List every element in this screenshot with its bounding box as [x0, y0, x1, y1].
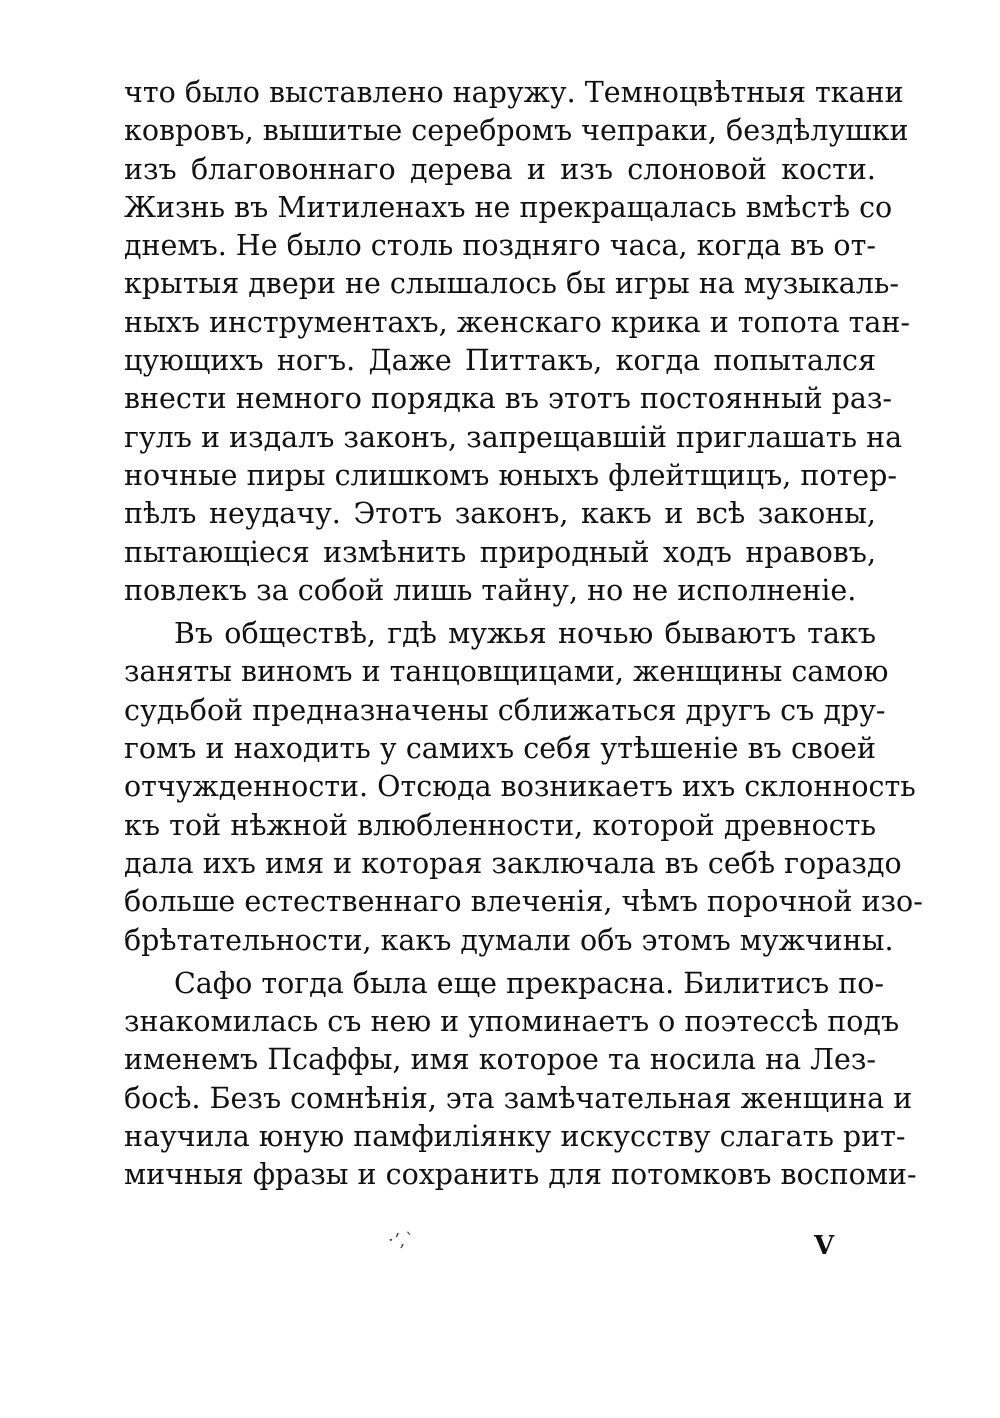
- text-line: босѣ. Безъ сомнѣнія, эта замѣчательная женщина и: [124, 1081, 913, 1115]
- text-line: ныхъ инструментахъ, женскаго крика и топота тан-: [124, 305, 911, 339]
- text-line: ночные пиры слишкомъ юныхъ флейтщицъ, потер-: [124, 458, 897, 492]
- text-line: къ той нѣжной влюбленности, которой древность: [124, 808, 876, 842]
- text-line: изъ благовоннаго дерева и изъ слоновой кости.: [124, 152, 876, 186]
- text-line: крытыя двери не слышалось бы игры на музыкаль-: [124, 267, 900, 301]
- text-line: дала ихъ имя и которая заключала въ себѣ гораздо: [124, 846, 902, 880]
- paragraph-3: [124, 965, 917, 1195]
- text-line: научила юную памфиліянку искусству слагать рит-: [124, 1120, 906, 1154]
- body-text: [124, 74, 923, 1195]
- text-line: знакомилась съ нею и упоминаетъ о поэтессѣ подъ: [124, 1005, 900, 1039]
- text-line: Жизнь въ Митиленахъ не прекращалась вмѣстѣ со: [124, 190, 893, 224]
- text-line: Сафо тогда была еще прекрасна. Билитисъ по-: [174, 966, 885, 1000]
- text-line: заняты виномъ и танцовщицами, женщины самою: [124, 655, 889, 689]
- signature-mark: V: [814, 1231, 835, 1261]
- paragraph-2: [124, 615, 923, 960]
- text-line: внести немного порядка въ этотъ постоянный раз-: [124, 382, 893, 416]
- footer-ornament: ·ʼ,ˋ: [388, 1230, 415, 1251]
- text-line: цующихъ ногъ. Даже Питтакъ, когда попытался: [124, 344, 876, 378]
- text-line: судьбой предназначены сближаться другъ съ дру-: [124, 693, 886, 727]
- text-line: что было выставлено наружу. Темноцвѣтныя ткани: [124, 76, 904, 109]
- text-line: гулъ и издалъ законъ, запрещавшій приглашать на: [124, 420, 903, 454]
- text-line: повлекъ за собой лишь тайну, но не исполненіе.: [124, 573, 857, 607]
- text-line: брѣтательности, какъ думали объ этомъ мужчины.: [124, 923, 894, 957]
- text-line: Въ обществѣ, гдѣ мужья ночью бываютъ такъ: [174, 617, 876, 651]
- text-line: мичныя фразы и сохранить для потомковъ воспоми-: [124, 1158, 917, 1192]
- text-line: гомъ и находить у самихъ себя утѣшеніе въ своей: [124, 732, 876, 766]
- text-line: больше естественнаго влеченія, чѣмъ порочной изо-: [124, 885, 923, 919]
- text-line: отчужденности. Отсюда возникаетъ ихъ склонность: [124, 770, 916, 804]
- text-line: именемъ Псаффы, имя которое та носила на Лез-: [124, 1043, 876, 1077]
- paragraph-1: [124, 74, 911, 610]
- text-line: пѣлъ неудачу. Этотъ законъ, какъ и всѣ законы,: [124, 497, 876, 531]
- text-line: днемъ. Не было столь поздняго часа, когда въ от-: [124, 229, 876, 263]
- text-line: пытающіеся измѣнить природный ходъ нравовъ,: [124, 535, 876, 569]
- text-line: ковровъ, вышитые серебромъ чепраки, бездѣлушки: [124, 114, 909, 148]
